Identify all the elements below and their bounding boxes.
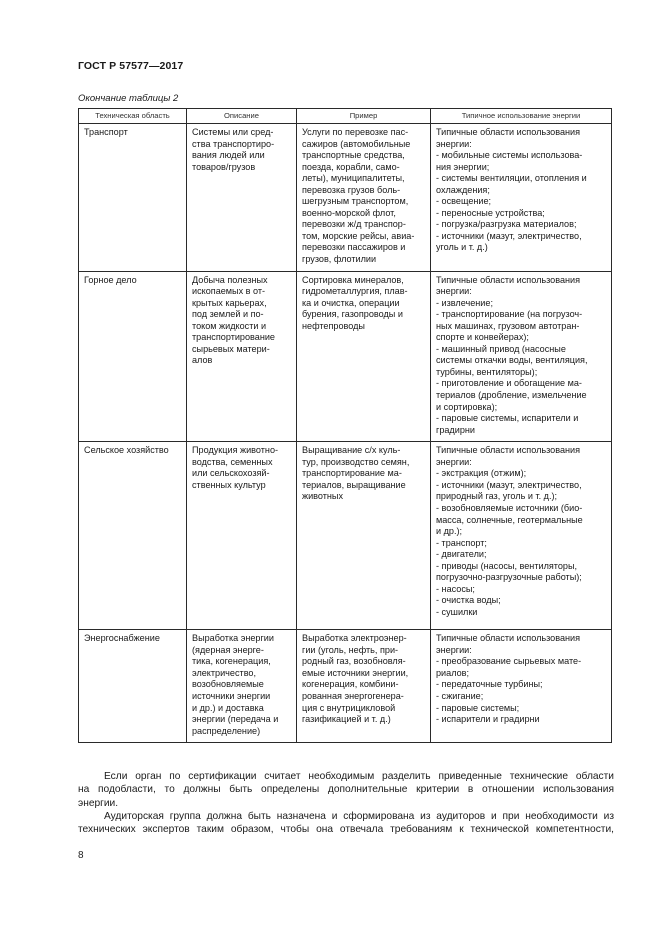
cell-text-line: транспортирование ма- (302, 468, 402, 479)
cell-text-line: водства, семенных (192, 456, 273, 467)
paragraph-line: на подобласти, то должны быть определены дополнительные критерии в отношении использования (78, 784, 614, 796)
cell-text-line: и др.); (436, 526, 463, 537)
cell-text-line: емые источники энергии, (302, 667, 409, 678)
table-cell-energy (431, 630, 612, 743)
cell-text-line: гидрометаллургия, плав- (302, 286, 408, 297)
cell-text-line: риалов; (436, 667, 470, 678)
cell-text-line: животных (302, 491, 344, 502)
cell-text-line: энергии: (436, 456, 472, 467)
cell-text-line: алов (192, 355, 213, 366)
table-cell-example (297, 442, 431, 630)
cell-text-line: энергии: (436, 138, 472, 149)
cell-text-line: - извлечение; (436, 297, 493, 308)
cell-text-line: градирни (436, 424, 475, 435)
cell-text-line: погрузочно-разгрузочные работы); (436, 572, 582, 583)
table-cell-energy (431, 271, 612, 442)
cell-text-line: крытых карьерах, (192, 297, 267, 308)
cell-text-line: током жидкости и (192, 320, 267, 331)
cell-text-line: - паровые системы, испарители и (436, 413, 579, 424)
cell-text-line: нефтепроводы (302, 320, 365, 331)
cell-text-line: уголь и т. д.) (436, 242, 488, 253)
cell-text-line: ция с внутрицикловой (302, 702, 396, 713)
cell-text-line: - передаточные турбины; (436, 679, 543, 690)
cell-text-line: Услуги по перевозке пас- (302, 127, 409, 137)
cell-text-line: - насосы; (436, 583, 475, 594)
cell-text-line: когенерация, комбини- (302, 679, 399, 690)
cell-text-line: энергии (передача и (192, 714, 279, 725)
table-row (79, 442, 612, 630)
table-row (79, 630, 612, 743)
table-cell-energy (431, 124, 612, 272)
cell-text-line: - транспортирование (на погрузоч- (436, 309, 583, 320)
cell-text-line: Типичные области использования (436, 633, 581, 644)
column-header-example: Пример (297, 109, 431, 124)
cell-text-line: масса, солнечные, геотермальные (436, 514, 583, 525)
cell-text-line: Типичные области использования (436, 127, 581, 137)
table-cell-area (79, 271, 187, 442)
cell-text-line: Добыча полезных (192, 274, 268, 285)
cell-text-line: - переносные устройства; (436, 207, 545, 218)
cell-text-line: перевозки пассажиров и (302, 242, 406, 253)
cell-text-line: военно-морской флот, (302, 207, 396, 218)
cell-text-line: - погрузка/разгрузка материалов; (436, 219, 577, 230)
paragraph-line: Если орган по сертификации считает необходимым разделить приведенные технические области (104, 771, 614, 782)
cell-text-line: Выработка электроэнер- (302, 633, 407, 644)
cell-text-line: Энергоснабжение (84, 633, 160, 644)
cell-text-line: родный газ, возобновля- (302, 656, 406, 667)
cell-text-line: ископаемых в от- (192, 286, 266, 297)
cell-text-line: - сжигание; (436, 690, 484, 701)
table-cell-area (79, 124, 187, 272)
cell-text-line: или сельскохозяй- (192, 468, 270, 479)
cell-text-line: - возобновляемые источники (био- (436, 502, 583, 513)
standard-designation: ГОСТ Р 57577—2017 (78, 60, 184, 72)
cell-text-line: Транспорт (84, 127, 128, 137)
cell-text-line: гии (уголь, нефть, при- (302, 644, 399, 655)
cell-text-line: Типичные области использования (436, 274, 581, 285)
cell-text-line: природный газ, уголь и т. д.); (436, 491, 558, 502)
cell-text-line: - мобильные системы использова- (436, 150, 583, 161)
cell-text-line: - приготовление и обогащение ма- (436, 378, 582, 389)
cell-text-line: охлаждения; (436, 184, 490, 195)
cell-text-line: электричество, (192, 667, 257, 678)
cell-text-line: Горное дело (84, 274, 137, 285)
table-cell-area (79, 630, 187, 743)
cell-text-line: ства транспортиро- (192, 138, 275, 149)
table-cell-area (79, 442, 187, 630)
table-caption: Окончание таблицы 2 (78, 93, 179, 104)
cell-text-line: распределение) (192, 725, 261, 736)
table-cell-example (297, 630, 431, 743)
column-header-area: Техническая область (79, 109, 187, 124)
cell-text-line: леты), муниципалитеты, (302, 173, 405, 184)
column-header-description: Описание (187, 109, 297, 124)
cell-text-line: Продукция животно- (192, 445, 279, 456)
cell-text-line: - испарители и градирни (436, 714, 540, 725)
cell-text-line: системы откачки воды, вентиляция, (436, 355, 588, 366)
cell-text-line: Типичные области использования (436, 445, 581, 456)
cell-text-line: - сушилки (436, 606, 478, 617)
cell-text-line: - экстракция (отжим); (436, 468, 527, 479)
cell-text-line: сырьевых матери- (192, 343, 270, 354)
cell-text-line: - источники (мазут, электричество, (436, 479, 582, 490)
cell-text-line: энергии: (436, 644, 472, 655)
cell-text-line: - приводы (насосы, вентиляторы, (436, 560, 578, 571)
cell-text-line: - источники (мазут, электричество, (436, 230, 582, 241)
table-cell-description (187, 630, 297, 743)
table-cell-example (297, 124, 431, 272)
cell-text-line: ственных культур (192, 479, 266, 490)
table-row (79, 124, 612, 272)
cell-text-line: сажиров (автомобильные (302, 138, 411, 149)
cell-text-line: Выработка энергии (192, 633, 274, 644)
cell-text-line: турбины, вентиляторы); (436, 366, 538, 377)
cell-text-line: транспортирование (192, 332, 275, 343)
page-number: 8 (78, 850, 84, 861)
cell-text-line: Сельское хозяйство (84, 445, 169, 456)
cell-text-line: перевозки ж/д транспор- (302, 219, 406, 230)
cell-text-line: источники энергии (192, 690, 271, 701)
cell-text-line: - очистка воды; (436, 595, 501, 606)
cell-text-line: ния энергии; (436, 161, 490, 172)
cell-text-line: (ядерная энерге- (192, 644, 264, 655)
cell-text-line: энергии: (436, 286, 472, 297)
cell-text-line: перевозка грузов боль- (302, 184, 401, 195)
cell-text-line: грузов, флотилии (302, 254, 377, 265)
table-cell-description (187, 442, 297, 630)
cell-text-line: бурения, газопроводы и (302, 309, 403, 320)
cell-text-line: Выращивание с/х куль- (302, 445, 401, 456)
cell-text-line: - освещение; (436, 196, 492, 207)
cell-text-line: ных машинах, грузовом автотран- (436, 320, 580, 331)
cell-text-line: тур, производство семян, (302, 456, 410, 467)
cell-text-line: шегрузным транспортом, (302, 196, 409, 207)
cell-text-line: возобновляемые (192, 679, 264, 690)
paragraph-line: технических экспертов таким образом, чтобы она отвечала требованиям к технической компетентности, (78, 824, 614, 836)
cell-text-line: транспортные средства, (302, 150, 405, 161)
cell-text-line: тика, когенерация, (192, 656, 271, 667)
cell-text-line: - преобразование сырьевых мате- (436, 656, 582, 667)
table-cell-energy (431, 442, 612, 630)
cell-text-line: Сортировка минералов, (302, 274, 404, 285)
table-row (79, 271, 612, 442)
cell-text-line: газификацией и т. д.) (302, 714, 391, 725)
technical-areas-table (78, 108, 612, 743)
table-cell-example (297, 271, 431, 442)
cell-text-line: спорте и конвейерах); (436, 332, 529, 343)
table-cell-description (187, 271, 297, 442)
table-cell-description (187, 124, 297, 272)
cell-text-line: - двигатели; (436, 549, 487, 560)
table-header-row (79, 109, 612, 124)
cell-text-line: и сортировка); (436, 401, 498, 412)
cell-text-line: - транспорт; (436, 537, 487, 548)
cell-text-line: вания людей или (192, 150, 265, 161)
paragraph-line: Аудиторская группа должна быть назначена и сформирована из аудиторов и при необходимости из (104, 811, 614, 822)
cell-text-line: териалов (дробление, измельчение (436, 390, 587, 401)
paragraph-subareas (78, 770, 614, 810)
cell-text-line: Системы или сред- (192, 127, 274, 137)
paragraph-audit-team (78, 810, 614, 837)
paragraph-line: энергии. (78, 797, 119, 809)
cell-text-line: поезда, корабли, само- (302, 161, 400, 172)
column-header-energy-use: Типичное использование энергии (431, 109, 612, 124)
cell-text-line: - машинный привод (насосные (436, 343, 566, 354)
cell-text-line: териалов, выращивание (302, 479, 406, 490)
cell-text-line: - системы вентиляции, отопления и (436, 173, 587, 184)
cell-text-line: товаров/грузов (192, 161, 256, 172)
cell-text-line: ка и очистка, операции (302, 297, 400, 308)
cell-text-line: под землей и по- (192, 309, 264, 320)
cell-text-line: том, морские рейсы, авиа- (302, 230, 415, 241)
cell-text-line: - паровые системы; (436, 702, 520, 713)
cell-text-line: рованная энергогенера- (302, 690, 404, 701)
cell-text-line: и др.) и доставка (192, 702, 264, 713)
